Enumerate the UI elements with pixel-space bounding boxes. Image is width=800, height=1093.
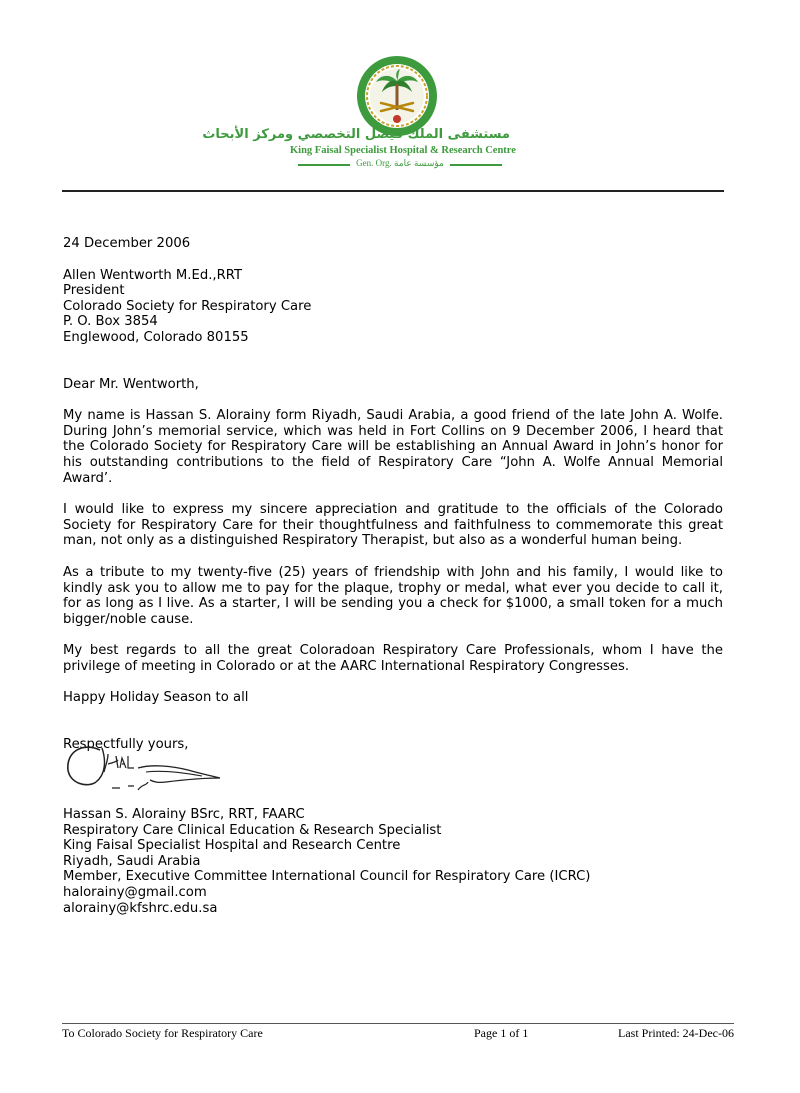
footer-recipient: To Colorado Society for Respiratory Care xyxy=(62,1026,263,1040)
logo-divider xyxy=(450,164,502,166)
header-rule xyxy=(62,190,724,192)
footer-rule xyxy=(62,1023,734,1024)
recipient-line: President xyxy=(63,283,125,299)
recipient-line: Colorado Society for Respiratory Care xyxy=(63,298,312,314)
recipient-address xyxy=(63,268,723,346)
closing: Respectfully yours, xyxy=(63,737,189,753)
hospital-logo xyxy=(202,55,516,170)
footer-page-number: Page 1 of 1 xyxy=(474,1026,529,1040)
salutation: Dear Mr. Wentworth, xyxy=(63,376,199,392)
sender-institution: King Faisal Specialist Hospital and Research Centre xyxy=(63,838,401,854)
sender-title: Respiratory Care Clinical Education & Research Specialist xyxy=(63,822,442,838)
sender-membership: Member, Executive Committee International Council for Respiratory Care (ICRC) xyxy=(63,869,591,885)
logo-english-name: King Faisal Specialist Hospital & Research Centre xyxy=(290,145,516,156)
body-paragraph: My best regards to all the great Coloradoan Respiratory Care Professionals, whom I have the privilege of meeting in Colorado or at the AARC International Respiratory Congresses. xyxy=(63,643,723,674)
sender-name: Hassan S. Alorainy BSrc, RRT, FAARC xyxy=(63,807,305,822)
letter-body xyxy=(63,236,723,753)
logo-arabic-name: مستشفى الملك فيصل التخصصي ومركز الأبحاث xyxy=(202,127,510,142)
letter-date: 24 December 2006 xyxy=(63,236,191,251)
sender-email: halorainy@gmail.com xyxy=(63,884,207,900)
footer-print-date: Last Printed: 24-Dec-06 xyxy=(618,1026,734,1040)
sender-location: Riyadh, Saudi Arabia xyxy=(63,853,201,869)
body-paragraph: I would like to express my sincere appreciation and gratitude to the officials of the Colorado Society for Respiratory Care for their thoughtfulness and faithfulness to commemorate this great man, not only as a distinguished Respiratory Therapist, but also as a wonderful human being. xyxy=(63,502,723,549)
palm-emblem-icon xyxy=(356,55,438,137)
logo-org-row xyxy=(290,158,510,172)
holiday-greeting: Happy Holiday Season to all xyxy=(63,690,249,706)
logo-divider xyxy=(298,164,350,166)
body-paragraph: My name is Hassan S. Alorainy form Riyadh, Saudi Arabia, a good friend of the late John A. Wolfe. During John’s memorial service, which was held in Fort Collins on 9 December 2006, I heard that the Colorado Society for Respiratory Care will be establishing an Annual Award in John’s honor for his outstanding contributions to the field of Respiratory Care “John A. Wolfe Annual Memorial Award’. xyxy=(63,408,723,486)
recipient-line: Allen Wentworth M.Ed.,RRT xyxy=(63,267,242,283)
recipient-line: Englewood, Colorado 80155 xyxy=(63,329,249,345)
logo-org-label: Gen. Org. مؤسسة عامة xyxy=(356,158,444,168)
sender-block xyxy=(63,807,723,916)
handwritten-signature xyxy=(62,738,227,798)
sender-email: alorainy@kfshrc.edu.sa xyxy=(63,900,218,916)
recipient-line: P. O. Box 3854 xyxy=(63,314,158,330)
body-paragraph: As a tribute to my twenty-five (25) years of friendship with John and his family, I would like to kindly ask you to allow me to pay for the plaque, trophy or medal, what ever you decide to call it, for as long as I live. As a starter, I will be sending you a check for $1000, a small token for a much bigger/noble cause. xyxy=(63,564,723,627)
